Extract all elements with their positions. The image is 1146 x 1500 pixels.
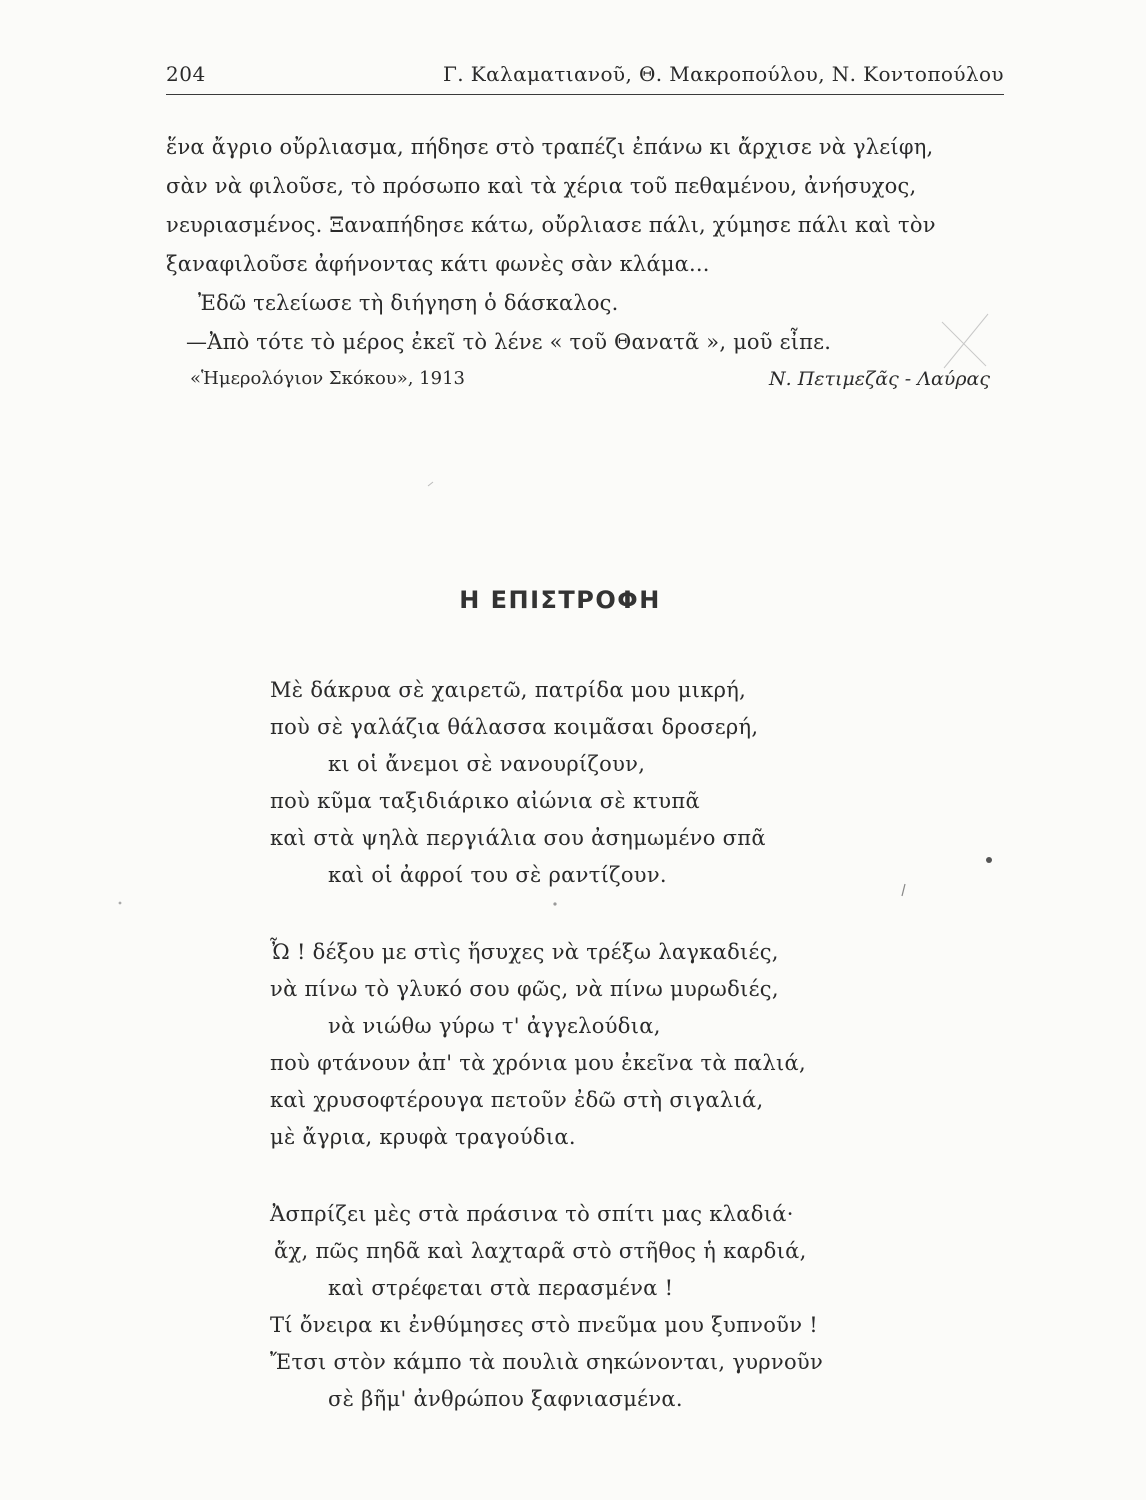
running-head: Γ. Καλαματιανοῦ, Θ. Μακροπούλου, Ν. Κοντοπούλου — [442, 62, 1004, 86]
prose-closing-line: Ἐδῶ τελείωσε τὴ διήγηση ὁ δάσκαλος. — [198, 291, 619, 315]
verse-line: καὶ οἱ ἀφροί του σὲ ραντίζουν. — [328, 863, 667, 887]
verse-line: νὰ νιώθω γύρω τ' ἀγγελούδια, — [328, 1014, 661, 1038]
verse-line: Ἔτσι στὸν κάμπο τὰ πουλιὰ σηκώνονται, γυρνοῦν — [270, 1350, 824, 1374]
verse-line: ποὺ κῦμα ταξιδιάρικο αἰώνια σὲ κτυπᾶ — [270, 789, 700, 813]
prose-line: ξαναφιλοῦσε ἀφήνοντας κάτι φωνὲς σὰν κλάμα... — [166, 252, 710, 276]
verse-line: καὶ στρέφεται στὰ περασμένα ! — [328, 1276, 674, 1300]
verse-line: Ἀσπρίζει μὲς στὰ πράσινα τὸ σπίτι μας κλαδιά· — [270, 1202, 794, 1226]
page-number: 204 — [166, 62, 206, 86]
verse-line: μὲ ἄγρια, κρυφὰ τραγούδια. — [270, 1125, 576, 1149]
verse-line: Μὲ δάκρυα σὲ χαιρετῶ, πατρίδα μου μικρή, — [270, 678, 747, 702]
verse-line: ἄχ, πῶς πηδᾶ καὶ λαχταρᾶ στὸ στῆθος ἡ καρδιά, — [274, 1239, 807, 1263]
verse-line: νὰ πίνω τὸ γλυκό σου φῶς, νὰ πίνω μυρωδιές, — [270, 977, 779, 1001]
verse-line: Ὦ ! δέξου με στὶς ἥσυχες νὰ τρέξω λαγκαδιές, — [270, 940, 779, 964]
poem-title: Η ΕΠΙΣΤΡΟΦΗ — [459, 586, 661, 614]
prose-closing-dialogue: —Ἀπὸ τότε τὸ μέρος ἐκεῖ τὸ λένε « τοῦ Θανατᾶ », μοῦ εἶπε. — [186, 330, 832, 354]
verse-line: καὶ στὰ ψηλὰ περγιάλια σου ἀσημωμένο σπᾶ — [270, 826, 766, 850]
verse-line: καὶ χρυσοφτέρουγα πετοῦν ἐδῶ στὴ σιγαλιά, — [270, 1088, 764, 1112]
source-publication: «Ἡμερολόγιον Σκόκου», 1913 — [190, 368, 465, 389]
verse-line: ποὺ φτάνουν ἀπ' τὰ χρόνια μου ἐκεῖνα τὰ παλιά, — [270, 1051, 807, 1075]
prose-line: νευριασμένος. Ξαναπήδησε κάτω, οὔρλιασε πάλι, χύμησε πάλι καὶ τὸν — [166, 213, 936, 237]
verse-line: Τί ὄνειρα κι ἐνθύμησες στὸ πνεῦμα μου ξυπνοῦν ! — [270, 1313, 819, 1337]
verse-line: κι οἱ ἄνεμοι σὲ νανουρίζουν, — [328, 752, 646, 776]
source-author: Ν. Πετιμεζᾶς - Λαύρας — [769, 368, 990, 390]
prose-line: ἕνα ἄγριο οὔρλιασμα, πήδησε στὸ τραπέζι ἐπάνω κι ἄρχισε νὰ γλείφη, — [166, 135, 934, 159]
prose-line: σὰν νὰ φιλοῦσε, τὸ πρόσωπο καὶ τὰ χέρια τοῦ πεθαμένου, ἀνήσυχος, — [166, 174, 917, 198]
verse-line: ποὺ σὲ γαλάζια θάλασσα κοιμᾶσαι δροσερή, — [270, 715, 759, 739]
verse-line: σὲ βῆμ' ἀνθρώπου ξαφνιασμένα. — [328, 1387, 683, 1411]
